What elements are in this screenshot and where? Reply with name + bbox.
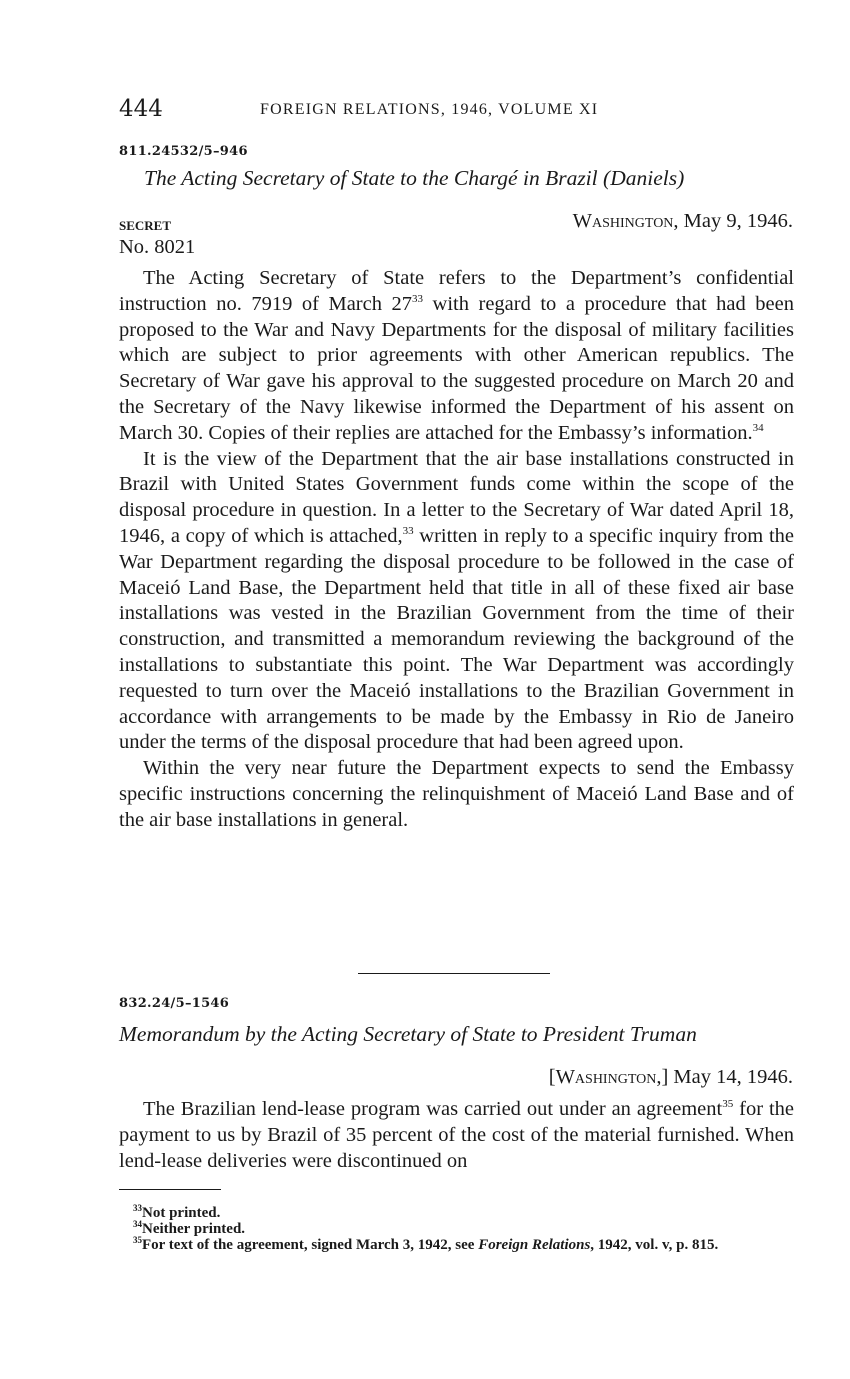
instruction-number: No. 8021	[119, 236, 196, 258]
footnote-ref: 34	[752, 421, 764, 434]
classification-label: SECRET	[119, 218, 172, 233]
footnote-rule	[119, 1189, 221, 1190]
footnote-34	[119, 1221, 794, 1237]
footnote-number: 33	[133, 1203, 142, 1213]
text-segment: It is the view of the Department that the air base installations constructed in Brazil with United States Government funds come within the scope of the disposal procedure in question. In a letter to the Secretary of War dated April 18, 1946, a copy of which is attached,	[119, 447, 794, 547]
footnote-number: 35	[133, 1235, 142, 1245]
section-divider	[358, 973, 550, 974]
file-number-2: 832.24/5–1546	[119, 996, 230, 1011]
dateline-1	[573, 210, 793, 233]
footnote-33	[119, 1205, 794, 1221]
text-segment: The Brazilian lend-lease program was carried out under an agreement	[143, 1098, 723, 1120]
paragraph-2	[119, 447, 794, 757]
text-segment: with regard to a procedure that had been proposed to the War and Navy Departments for the disposal of military facilities which are subject to prior agreements with other American republics. The Secretary of War gave his approval to the suggested procedure on March 20 and the Secretary of the Navy likewise informed the Department of his assent on March 30. Copies of their replies are attached for the Embassy’s information.	[119, 292, 795, 444]
running-title: FOREIGN RELATIONS, 1946, VOLUME XI	[260, 101, 599, 118]
document-body-1	[119, 266, 794, 834]
text-segment: written in reply to a specific inquiry from the War Department regarding the disposal procedure to be followed in the case of Maceió Land Base, the Department held that title in all of these fixed air base installations was vested in the Brazilian Government from the time of their construction, and transmitted a memorandum reviewing the background of the installations to substantiate this point. The War Department was accordingly requested to turn over the Maceió installations to the Brazilian Government in accordance with arrangements to be made by the Embassy in Rio de Janeiro under the terms of the disposal procedure that had been agreed upon.	[119, 524, 794, 754]
bracket: [	[548, 1066, 556, 1088]
heading-main: The Acting Secretary of State to the Chargé in Brazil	[144, 166, 598, 190]
paragraph-1	[119, 266, 794, 447]
footnote-text: For text of the agreement, signed March 3, 1942, see	[142, 1237, 479, 1253]
footnotes	[119, 1205, 794, 1253]
footnote-ref: 33	[412, 292, 423, 305]
footnote-ref: 33	[402, 524, 414, 537]
dateline-date: ,] May 14, 1946.	[656, 1066, 793, 1088]
footnote-citation-title: Foreign Relations	[478, 1237, 591, 1253]
footnote-number: 34	[133, 1219, 142, 1229]
dateline-place: Washington	[572, 210, 674, 232]
footnote-ref: 35	[722, 1098, 734, 1110]
text-segment: The Acting Secretary of State refers to the Department’s confidential instruction no. 7919 of March 27	[119, 267, 794, 315]
text-segment: for the payment to us by Brazil of 35 percent of the cost of the material furnished. When lend-lease deliveries were discontinued on	[119, 1098, 794, 1172]
footnote-text: , 1942, vol. v, p. 815.	[590, 1237, 719, 1253]
footnote-text: Not printed.	[142, 1205, 221, 1221]
document-heading-2: Memorandum by the Acting Secretary of State to President Truman	[119, 1022, 697, 1046]
document-body-2	[119, 1097, 794, 1174]
dateline-date: , May 9, 1946.	[673, 210, 793, 232]
heading-name: Daniels	[610, 166, 678, 190]
document-heading-1: The Acting Secretary of State to the Chargé in Brazil (Daniels)	[144, 166, 685, 190]
footnote-35	[119, 1237, 794, 1253]
dateline-2	[549, 1066, 793, 1089]
paragraph-1	[119, 1097, 794, 1174]
paragraph-3: Within the very near future the Department expects to send the Embassy specific instructions concerning the relinquishment of Maceió Land Base and of the air base installations in general.	[119, 757, 794, 831]
page-number: 444	[119, 96, 163, 122]
file-number-1: 811.24532/5–946	[119, 144, 248, 159]
footnote-text: Neither printed.	[142, 1221, 246, 1237]
dateline-place: Washington	[555, 1066, 657, 1088]
